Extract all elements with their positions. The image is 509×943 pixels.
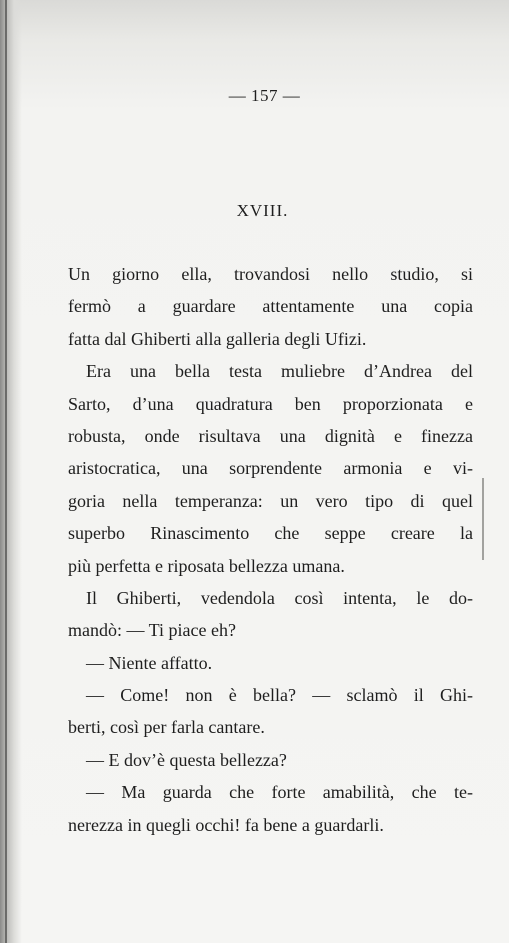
- margin-mark: [482, 478, 484, 560]
- binding-edge: [5, 0, 7, 943]
- text-line: goria nella temperanza: un vero tipo di quel: [68, 490, 473, 511]
- spine-shadow: [0, 0, 22, 943]
- text-line: — Come! non è bella? — sclamò il Ghi-: [86, 685, 473, 706]
- text-line: fatta dal Ghiberti alla galleria degli Ufizi.: [68, 328, 367, 349]
- text-line: robusta, onde risultava una dignità e finezza: [68, 425, 473, 446]
- text-line: fermò a guardare attentamente una copia: [68, 296, 473, 317]
- chapter-heading: XVIII.: [236, 201, 289, 220]
- page-number: — 157 —: [228, 86, 301, 105]
- text-line: Era una bella testa muliebre d’Andrea del: [86, 361, 473, 382]
- text-line: Un giorno ella, trovandosi nello studio, si: [68, 264, 473, 284]
- text-line: mandò: — Ti piace eh?: [68, 620, 236, 641]
- text-line: superbo Rinascimento che seppe creare la: [68, 523, 473, 544]
- text-line: Sarto, d’una quadratura ben proporzionata e: [68, 393, 473, 414]
- text-line: Il Ghiberti, vedendola così intenta, le do-: [86, 587, 473, 608]
- body-text: [68, 258, 473, 841]
- text-line: berti, così per farla cantare.: [68, 717, 265, 738]
- text-line: aristocratica, una sorprendente armonia e vi-: [68, 458, 473, 479]
- text-line: — Ma guarda che forte amabilità, che te-: [86, 782, 473, 803]
- text-line: nerezza in quegli occhi! fa bene a guardarli.: [68, 814, 384, 835]
- text-line: — E dov’è questa bellezza?: [86, 749, 287, 770]
- text-line: — Niente affatto.: [86, 652, 213, 673]
- text-line: più perfetta e riposata bellezza umana.: [68, 555, 345, 576]
